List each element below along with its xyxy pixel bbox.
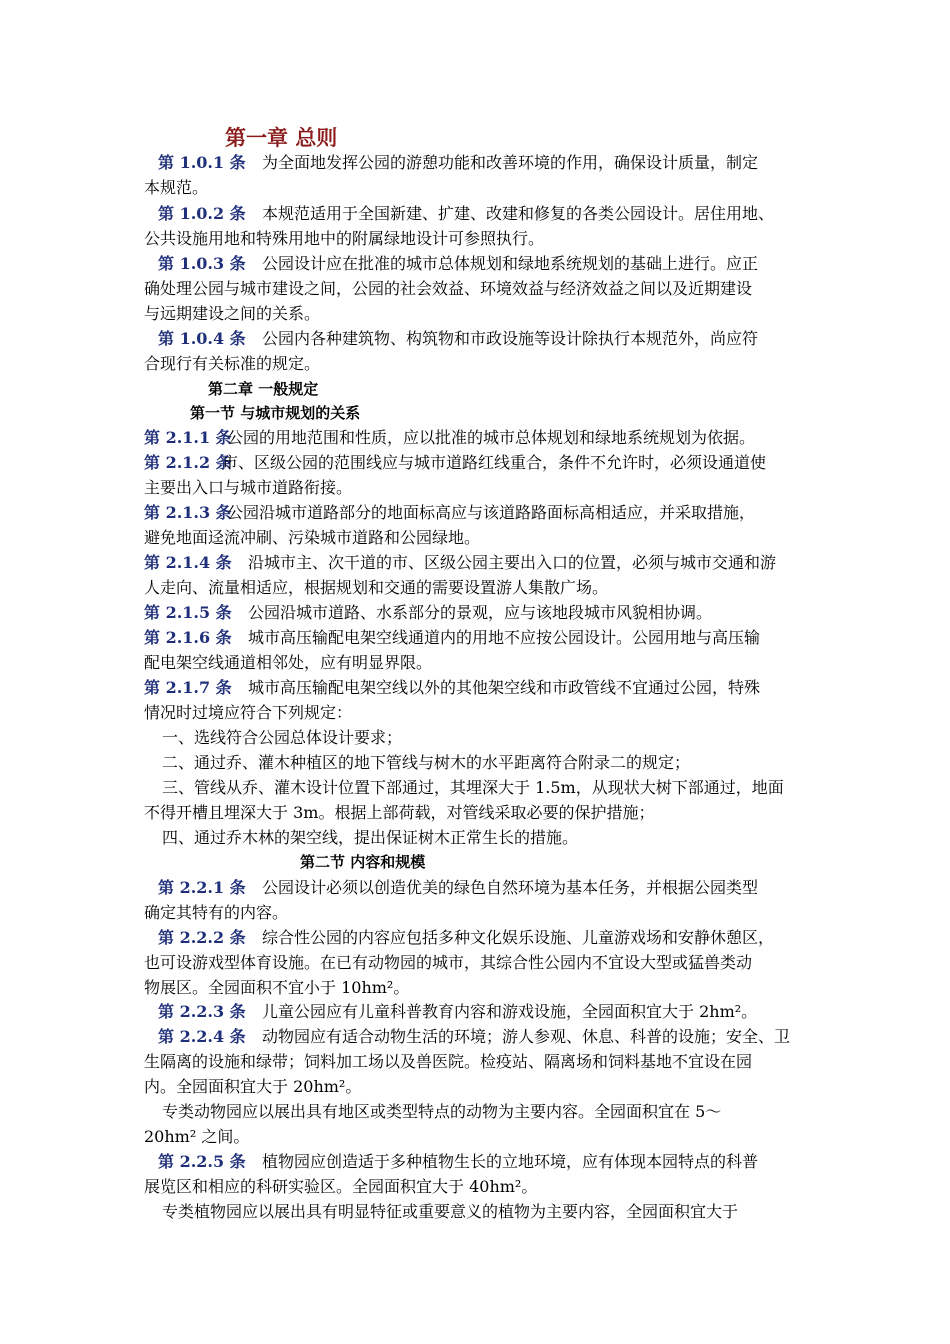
article-text: 也可设游戏型体育设施。在已有动物园的城市，其综合性公园内不宜设大型或猛兽类动 — [144, 953, 753, 972]
article-number: 第 2.2.2 条 — [158, 928, 246, 947]
article-text: 动物园应有适合动物生活的环境；游人参观、休息、科普的设施；安全、卫 — [262, 1027, 791, 1046]
article-number: 第 2.1.3 条 — [144, 503, 232, 522]
article-1-0-1 — [158, 150, 246, 175]
article-text: 物展区。全园面积不宜小于 10hm²。 — [144, 978, 410, 997]
article-number: 第 2.1.6 条 — [144, 628, 232, 647]
article-text: 合现行有关标准的规定。 — [144, 354, 321, 373]
article-text: 公园的用地范围和性质，应以批准的城市总体规划和绿地系统规划为依据。 — [227, 428, 756, 447]
paragraph-text: 20hm² 之间。 — [144, 1127, 250, 1146]
list-item: 一、选线符合公园总体设计要求； — [162, 728, 403, 747]
article-number: 第 2.2.4 条 — [158, 1027, 246, 1046]
chapter-1-title: 第一章 总则 — [225, 125, 338, 150]
article-number: 第 2.1.5 条 — [144, 603, 232, 622]
article-text: 公园设计必须以创造优美的绿色自然环境为基本任务，并根据公园类型 — [262, 878, 759, 897]
list-item: 不得开槽且埋深大于 3m。根据上部荷载，对管线采取必要的保护措施； — [144, 803, 655, 822]
section-1-title: 第一节 与城市规划的关系 — [190, 404, 361, 422]
article-text: 本规范适用于全国新建、扩建、改建和修复的各类公园设计。居住用地、 — [262, 204, 775, 223]
article-text: 公园沿城市道路部分的地面标高应与该道路路面标高相适应，并采取措施， — [227, 503, 756, 522]
article-text: 植物园应创造适于多种植物生长的立地环境，应有体现本园特点的科普 — [262, 1152, 759, 1171]
article-number: 第 2.2.5 条 — [158, 1152, 246, 1171]
article-text: 避免地面迳流冲刷、污染城市道路和公园绿地。 — [144, 528, 481, 547]
article-text: 确处理公园与城市建设之间，公园的社会效益、环境效益与经济效益之间以及近期建设 — [144, 279, 753, 298]
article-number: 第 1.0.3 条 — [158, 254, 246, 273]
paragraph-text: 专类植物园应以展出具有明显特征或重要意义的植物为主要内容，全园面积宜大于 — [162, 1202, 739, 1221]
article-number: 第 2.1.1 条 — [144, 428, 232, 447]
article-text: 综合性公园的内容应包括多种文化娱乐设施、儿童游戏场和安静休憩区， — [262, 928, 775, 947]
article-text: 配电架空线通道相邻处，应有明显界限。 — [144, 653, 433, 672]
section-2-title: 第二节 内容和规模 — [300, 853, 426, 871]
list-item: 二、通过乔、灌木种植区的地下管线与树木的水平距离符合附录二的规定； — [162, 753, 691, 772]
article-text: 为全面地发挥公园的游憩功能和改善环境的作用，确保设计质量，制定 — [262, 153, 759, 172]
article-text: 情况时过境应符合下列规定： — [144, 703, 353, 722]
article-text: 公园设计应在批准的城市总体规划和绿地系统规划的基础上进行。应正 — [262, 254, 759, 273]
article-number: 第 1.0.1 条 — [158, 153, 246, 172]
article-number: 第 2.2.1 条 — [158, 878, 246, 897]
list-item: 四、通过乔木林的架空线，提出保证树木正常生长的措施。 — [162, 828, 579, 847]
list-item: 三、管线从乔、灌木设计位置下部通过，其埋深大于 1.5m，从现状大树下部通过，地面 — [162, 778, 784, 797]
article-text: 公园沿城市道路、水系部分的景观，应与该地段城市风貌相协调。 — [248, 603, 713, 622]
article-text: 主要出入口与城市道路衔接。 — [144, 478, 353, 497]
article-text: 人走向、流量相适应，根据规划和交通的需要设置游人集散广场。 — [144, 578, 609, 597]
article-text: 生隔离的设施和绿带；饲料加工场以及兽医院。检疫站、隔离场和饲料基地不宜设在园 — [144, 1052, 753, 1071]
article-text: 儿童公园应有儿童科普教育内容和游戏设施，全园面积宜大于 2hm²。 — [262, 1002, 758, 1021]
chapter-2-title: 第二章 一般规定 — [208, 380, 319, 398]
article-number: 第 2.1.7 条 — [144, 678, 232, 697]
article-text: 内。全园面积宜大于 20hm²。 — [144, 1077, 362, 1096]
article-text: 与远期建设之间的关系。 — [144, 304, 321, 323]
article-number: 第 2.1.4 条 — [144, 553, 232, 572]
article-text: 公园内各种建筑物、构筑物和市政设施等设计除执行本规范外，尚应符 — [262, 329, 759, 348]
article-text: 沿城市主、次干道的市、区级公园主要出入口的位置，必须与城市交通和游 — [248, 553, 777, 572]
article-text: 城市高压输配电架空线通道内的用地不应按公园设计。公园用地与高压输 — [248, 628, 761, 647]
article-text: 展览区和相应的科研实验区。全园面积宜大于 40hm²。 — [144, 1177, 538, 1196]
article-text: 确定其特有的内容。 — [144, 903, 289, 922]
article-number: 第 2.2.3 条 — [158, 1002, 246, 1021]
paragraph-text: 专类动物园应以展出具有地区或类型特点的动物为主要内容。全园面积宜在 5～ — [162, 1102, 722, 1121]
article-number: 第 1.0.4 条 — [158, 329, 246, 348]
article-text: 本规范。 — [144, 178, 209, 197]
article-text: 市、区级公园的范围线应与城市道路红线重合，条件不允许时，必须设通道使 — [222, 453, 767, 472]
article-number: 第 2.1.2 条 — [144, 453, 232, 472]
article-number: 第 1.0.2 条 — [158, 204, 246, 223]
article-text: 公共设施用地和特殊用地中的附属绿地设计可参照执行。 — [144, 229, 545, 248]
article-text: 城市高压输配电架空线以外的其他架空线和市政管线不宜通过公园，特殊 — [248, 678, 761, 697]
